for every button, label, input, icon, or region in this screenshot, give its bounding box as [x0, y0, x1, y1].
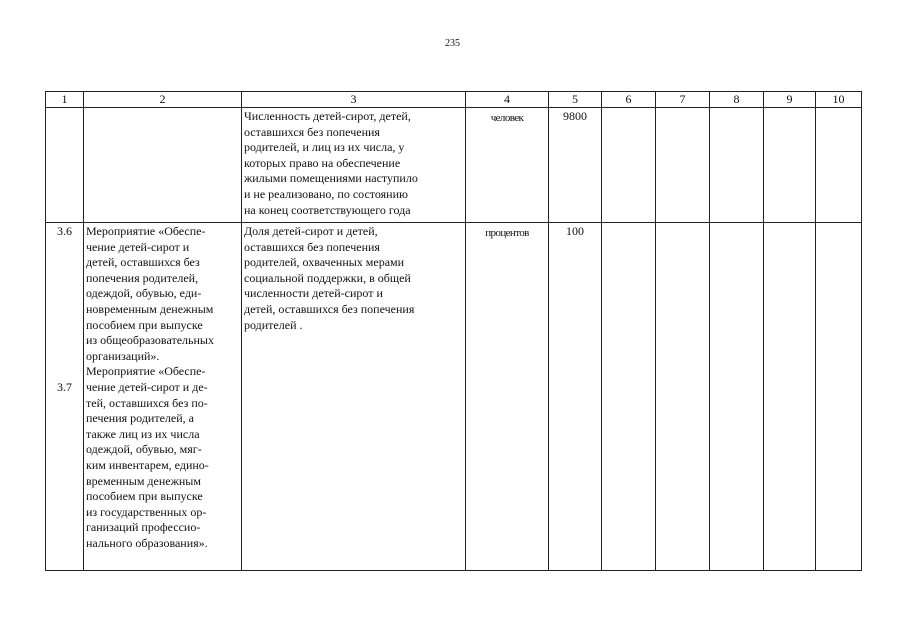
empty-cell: [710, 108, 764, 223]
column-header: 3: [242, 92, 466, 108]
unit-of-measure: человек: [466, 108, 549, 223]
empty-cell: [602, 223, 656, 571]
column-header: 4: [466, 92, 549, 108]
measure-text: Мероприятие «Обеспе- чение детей-сирот и де- тей, оставшихся без по- печения родителей, а также лиц из их числа одеждой, обувью, мяг- ким инвентарем, едино- временным денежным пособием при выпуске из государственных ор- ганизаций профессио- нального образования».: [86, 364, 209, 550]
column-header: 9: [764, 92, 816, 108]
indicator-value: 9800: [549, 108, 602, 223]
page-number: 235: [445, 38, 460, 49]
column-number-row: [46, 92, 862, 108]
column-header: 5: [549, 92, 602, 108]
empty-cell: [602, 108, 656, 223]
indicator-value: 100: [549, 223, 602, 571]
row-number-cell: [46, 108, 84, 223]
row-number: 3.7: [57, 379, 72, 394]
empty-cell: [710, 223, 764, 571]
empty-cell: [656, 108, 710, 223]
empty-cell: [764, 108, 816, 223]
column-header: 7: [656, 92, 710, 108]
empty-cell: [764, 223, 816, 571]
table-row: [46, 223, 862, 571]
indicator-name: Доля детей-сирот и детей, оставшихся без попечения родителей, охваченных мерами социальной поддержки, в общей численности детей-сирот и детей, оставшихся без попечения родителей .: [242, 223, 466, 571]
row-number: 3.6: [57, 224, 72, 238]
column-header: 6: [602, 92, 656, 108]
indicators-table: [45, 91, 862, 571]
measure-text: Мероприятие «Обеспе- чение детей-сирот и детей, оставшихся без попечения родителей, одеждой, обувью, еди- новременным денежным пособием при выпуске из общеобразовательных организаций».: [86, 224, 214, 363]
measure-cell: [84, 223, 242, 571]
measure-cell: [84, 108, 242, 223]
indicator-name: Численность детей-сирот, детей, оставшихся без попечения родителей, и лиц из их числа, у которых право на обеспечение жилыми помещениями наступило и не реализовано, по состоянию на конец соответствующего года: [242, 108, 466, 223]
row-number-cell: [46, 223, 84, 571]
empty-cell: [816, 223, 862, 571]
table-row: [46, 108, 862, 223]
column-header: 10: [816, 92, 862, 108]
column-header: 8: [710, 92, 764, 108]
empty-cell: [656, 223, 710, 571]
unit-of-measure: процентов: [466, 223, 549, 571]
empty-cell: [816, 108, 862, 223]
column-header: 1: [46, 92, 84, 108]
column-header: 2: [84, 92, 242, 108]
